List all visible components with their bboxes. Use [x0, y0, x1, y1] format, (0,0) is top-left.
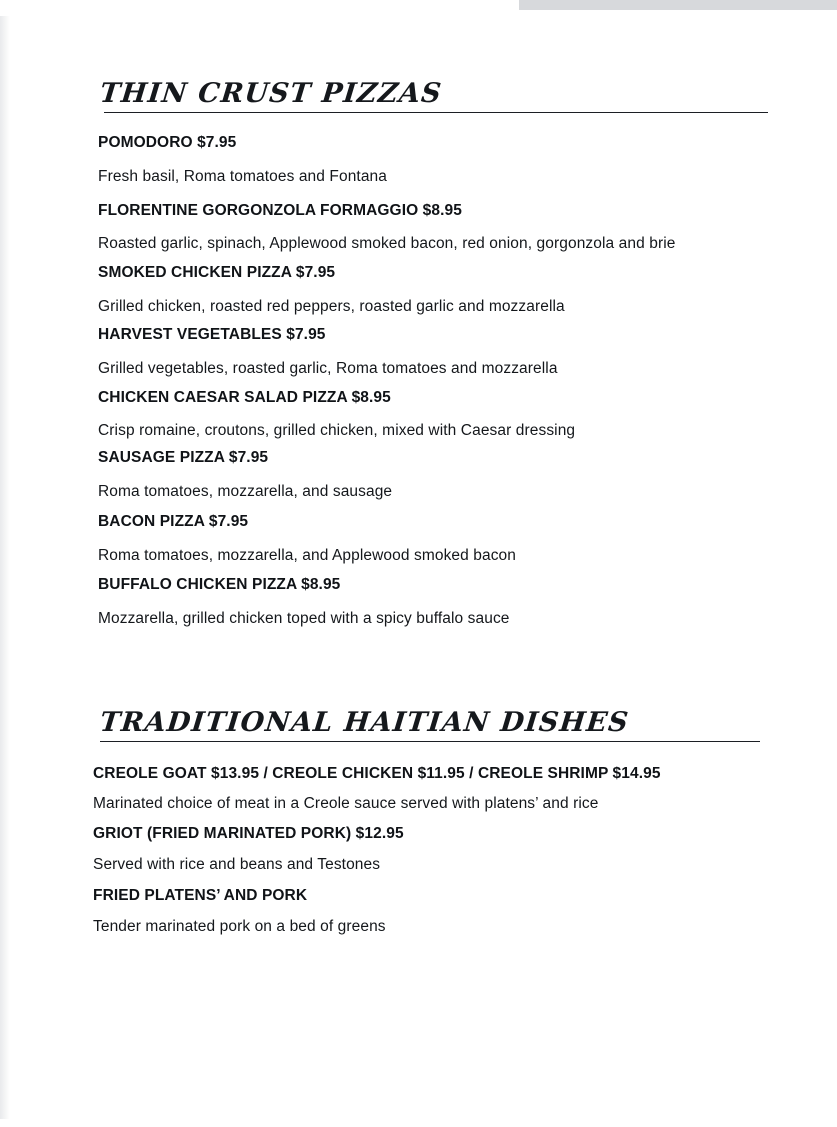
menu-item-name: FRIED PLATENS’ AND PORK	[93, 887, 308, 904]
menu-item-description: Crisp romaine, croutons, grilled chicken, mixed with Caesar dressing	[98, 422, 576, 439]
menu-item	[98, 202, 462, 220]
menu-item-name: HARVEST VEGETABLES $7.95	[98, 326, 326, 343]
section-underline	[104, 112, 768, 113]
menu-item-description-row	[93, 795, 598, 813]
menu-item-description: Roma tomatoes, mozzarella, and sausage	[98, 483, 393, 500]
menu-item-name: CHICKEN CAESAR SALAD PIZZA $8.95	[98, 389, 391, 406]
menu-item-name: POMODORO $7.95	[98, 134, 237, 151]
menu-item-description: Served with rice and beans and Testones	[93, 856, 381, 873]
menu-item-description: Roma tomatoes, mozzarella, and Applewood smoked bacon	[98, 547, 517, 564]
menu-item-name: CREOLE GOAT $13.95 / CREOLE CHICKEN $11.95 / CREOLE SHRIMP $14.95	[93, 765, 661, 782]
section-heading: TRADITIONAL HAITIAN DISHES	[98, 707, 631, 738]
menu-item-name: SAUSAGE PIZZA $7.95	[98, 449, 269, 466]
menu-item-description: Grilled chicken, roasted red peppers, roasted garlic and mozzarella	[98, 298, 565, 315]
menu-item	[98, 326, 326, 344]
menu-item	[98, 134, 236, 152]
section-title-wrap	[0, 707, 837, 738]
section-title-wrap	[0, 78, 837, 109]
menu-item-description: Tender marinated pork on a bed of greens	[93, 918, 386, 935]
menu-item	[93, 887, 307, 905]
menu-item-name: SMOKED CHICKEN PIZZA $7.95	[98, 264, 336, 281]
menu-item-description-row	[98, 610, 510, 628]
menu-item	[98, 513, 248, 531]
menu-item	[98, 576, 340, 594]
menu-item-name: FLORENTINE GORGONZOLA FORMAGGIO $8.95	[98, 202, 462, 219]
menu-item-description: Marinated choice of meat in a Creole sauce served with platens’ and rice	[93, 795, 599, 812]
menu-section-thin-crust-pizzas	[0, 78, 837, 109]
section-heading: THIN CRUST PIZZAS	[98, 78, 444, 109]
menu-item-description-row	[93, 856, 380, 874]
menu-item-description: Fresh basil, Roma tomatoes and Fontana	[98, 168, 387, 185]
menu-item-description-row	[98, 360, 558, 378]
menu-item	[93, 825, 404, 843]
menu-item	[98, 389, 391, 407]
menu-item-name: BUFFALO CHICKEN PIZZA $8.95	[98, 576, 341, 593]
menu-item-description-row	[98, 168, 387, 186]
menu-item	[98, 264, 335, 282]
menu-item	[93, 765, 661, 783]
menu-item-description-row	[98, 298, 565, 316]
menu-item-description: Mozzarella, grilled chicken toped with a spicy buffalo sauce	[98, 610, 510, 627]
menu-item-name: BACON PIZZA $7.95	[98, 513, 249, 530]
section-underline	[100, 741, 760, 742]
menu-item-description-row	[98, 547, 516, 565]
menu-item-description-row	[93, 918, 386, 936]
menu-item-name: GRIOT (FRIED MARINATED PORK) $12.95	[93, 825, 404, 842]
menu-item-description-row	[98, 235, 675, 253]
menu-item-description: Roasted garlic, spinach, Applewood smoked bacon, red onion, gorgonzola and brie	[98, 235, 676, 252]
menu-item-description-row	[98, 483, 392, 501]
menu-item-description-row	[98, 422, 575, 440]
menu-item	[98, 449, 268, 467]
menu-item-description: Grilled vegetables, roasted garlic, Roma tomatoes and mozzarella	[98, 360, 558, 377]
menu-section-traditional-haitian-dishes	[0, 707, 837, 738]
